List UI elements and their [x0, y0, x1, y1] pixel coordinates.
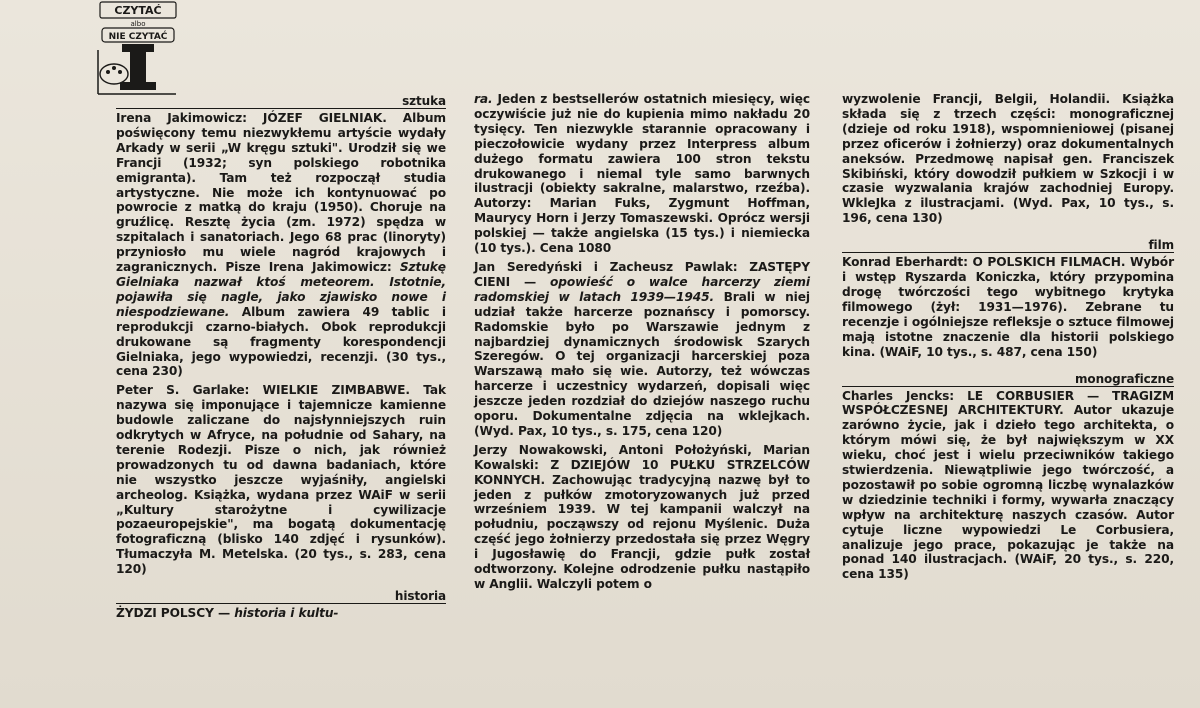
- entry-title: ŻYDZI POLSCY —: [116, 606, 231, 621]
- entry-text: wyzwolenie Francji, Belgii, Holandii. Książka składa się z trzech części: monograficznej (dzieje od roku 1918), wspomnieniowej (pisanej przez oficerów i żołnierzy) oraz dokumentalnych aneksów. Przedmowę napisał gen. Franciszek Skibiński, który dowodził pułkiem w Szkocji i w czasie wyzwalania krajów zachodniej Europy. WkleJka z ilustracjami. (Wyd. Pax, 10 tys., s. 196, cena 130): [842, 92, 1174, 226]
- czytac-albo-nie-czytac-logo: [92, 0, 184, 96]
- column-3: [842, 92, 1174, 586]
- entry-title: ZASTĘPY CIENI —: [474, 259, 810, 289]
- entry-zimbabwe: [116, 383, 446, 577]
- entry-title: JÓZEF GIELNIAK.: [262, 111, 387, 125]
- section-heading-sztuka: sztuka: [116, 94, 446, 109]
- entry-zydzi-polscy: [116, 606, 446, 621]
- entry-polskie-filmy: [842, 255, 1174, 359]
- entry-text: Tak nazywa się imponujące i tajemnicze kamienne budowle zaliczane do najsłynniejszych ruin odkrytych w Afryce, na południe od Sahary, na terenie Rodezji. Pisze o nich, jak również prowadzonych tu od dawna badaniach, które nie wszystko jeszcze wyjaśniły, angielski archeolog. Książka, wydana przez WAiF w serii „Kultury starożytne i cywilizacje pozaeuropejskie", ma bogatą dokumentację fotograficzną (blisko 140 zdjęć i rysunków). Tłumaczyła M. Metelska. (20 tys., s. 283, cena 120): [116, 383, 446, 577]
- entry-quote: Sztukę Gielniaka nazwał ktoś meteorem. Istotnie, pojawiła się nagle, jako zjawisko nowe i niespodziewane.: [116, 260, 446, 319]
- logo-middle-text: albo: [130, 20, 146, 28]
- section-heading-film: film: [842, 238, 1174, 253]
- entry-text: Jeden z bestsellerów ostatnich miesięcy, więc oczywiście już nie do kupienia mimo nakładu 20 tysięcy. Ten niezwykle starannie opracowany i pieczołowicie wydany przez Interpress album dużego formatu zawiera 100 stron tekstu drukowanego i niemal tyle samo barwnych ilustracji (obiekty sakralne, malarstwo, rzeźba). Autorzy: Marian Fuks, Zygmunt Hoffman, Maurycy Horn i Jerzy Tomaszewski. Oprócz wersji polskiej — także angielska (15 tys.) i niemiecka (10 tys.). Cena 1080: [474, 92, 810, 256]
- column-2: [474, 92, 810, 596]
- entry-title: O POLSKICH FILMACH.: [972, 255, 1126, 270]
- entry-text: Album zawiera 49 tablic i reprodukcji czarno-białych. Obok reprodukcji drukowane są fragmenty korespondencji Gielniaka, jego wypowiedzi, recenzji. (30 tys., cena 230): [116, 304, 446, 379]
- entry-title: WIELKIE ZIMBABWE.: [262, 383, 410, 398]
- entry-text: Album poświęcony temu niezwykłemu artyście wydały Arkady w serii „W kręgu sztuki". Urodził się we Francji (1932; syn polskiego robotnika emigranta). Tam też rozpoczął studia artystyczne. Nie może ich kontynuować po powrocie z matką do kraju (1950). Choruje na gruźlicę. Resztę życia (zm. 1972) spędza w szpitalach i sanatoriach. Jego 68 prac (linoryty) przyniosło mu wiele nagród krajowych i zagranicznych. Pisze Irena Jakimowicz:: [116, 111, 446, 275]
- entry-subtitle: opowieść o walce harcerzy ziemi radomskiej w latach 1939—1945.: [474, 274, 810, 304]
- entry-author: Jan Seredyński i Zacheusz Pawlak:: [474, 259, 738, 274]
- entry-gielniak: [116, 111, 446, 379]
- section-heading-historia: historia: [116, 589, 446, 604]
- entry-pulk-strzelcow-cont: [842, 92, 1174, 226]
- column-1: [116, 94, 446, 625]
- entry-title: LE CORBUSIER — TRAGIZM WSPÓŁCZESNEJ ARCHITEKTURY.: [842, 388, 1174, 418]
- entry-subtitle: historia i kultu-: [234, 606, 339, 621]
- entry-text: Zachowując tradycyjną nazwę był to jeden z pułków zmotoryzowanych już przed wrześniem 1939. W tej kampanii walczył na południu, począwszy od rejonu Myślenic. Duża część jego żołnierzy przedostała się przez Węgry i Jugosławię do Francji, gdzie pułk został odtworzony. Kolejne odrodzenie pułku nastąpiło w Anglii. Walczyli potem o: [474, 472, 810, 591]
- entry-author: Peter S. Garlake:: [116, 383, 250, 398]
- entry-author: Jerzy Nowakowski, Antoni Położyński, Marian Kowalski:: [474, 442, 810, 472]
- entry-title: Z DZIEJÓW 10 PUŁKU STRZELCÓW KONNYCH.: [474, 457, 810, 487]
- entry-le-corbusier: [842, 389, 1174, 583]
- section-heading-monograficzne: monograficzne: [842, 372, 1174, 387]
- entry-author: Konrad Eberhardt:: [842, 255, 968, 270]
- entry-pulk-strzelcow: [474, 443, 810, 592]
- entry-author: Charles Jencks:: [842, 388, 955, 403]
- logo-bottom-text: NIE CZYTAĆ: [108, 32, 168, 42]
- entry-text: Brali w niej udział także harcerze poznańscy i pomorscy. Radomskie było po Warszawie jednym z najbardziej dynamicznych środowisk Szarych Szeregów. O tej organizacji harcerskiej poza Warszawą mało się wie. Autorzy, też wówczas harcerze i uczestnicy wydarzeń, dopisali więc jeszcze jeden rozdział do dziejów naszego ruchu oporu. Dokumentalne zdjęcia na wklejkach. (Wyd. Pax, 10 tys., s. 175, cena 120): [474, 289, 810, 438]
- entry-zydzi-polscy-cont: [474, 92, 810, 256]
- entry-text: Autor ukazuje zarówno życie, jak i dzieło tego architekta, o którym mówi się, że był największym w XX wieku, choć jest i wielu przeciwników takiego stwierdzenia. Niewątpliwie jego twórczość, a pozostawił po sobie ogromną liczbę wynalazków w dziedzinie techniki i formy, wywarła znaczący wpływ na architekturę naszych czasów. Autor cytuje liczne wypowiedzi Le Corbusiera, analizuje jego prace, pokazując je także na ponad 140 ilustracjach. (WAiF, 20 tys., s. 220, cena 135): [842, 403, 1174, 582]
- entry-subtitle: ra.: [474, 92, 493, 106]
- logo-top-text: CZYTAĆ: [114, 4, 162, 17]
- entry-zastepy-cieni: [474, 260, 810, 439]
- entry-text: Wybór i wstęp Ryszarda Koniczka, który przypomina drogę twórczości tego wybitnego krytyka filmowego (żył: 1931—1976). Zebrane tu recenzje i ogólniejsze refleksje o sztuce filmowej mają istotne znaczenie dla historii polskiego kina. (WAiF, 10 tys., s. 487, cena 150): [842, 255, 1174, 359]
- entry-author: Irena Jakimowicz:: [116, 111, 247, 125]
